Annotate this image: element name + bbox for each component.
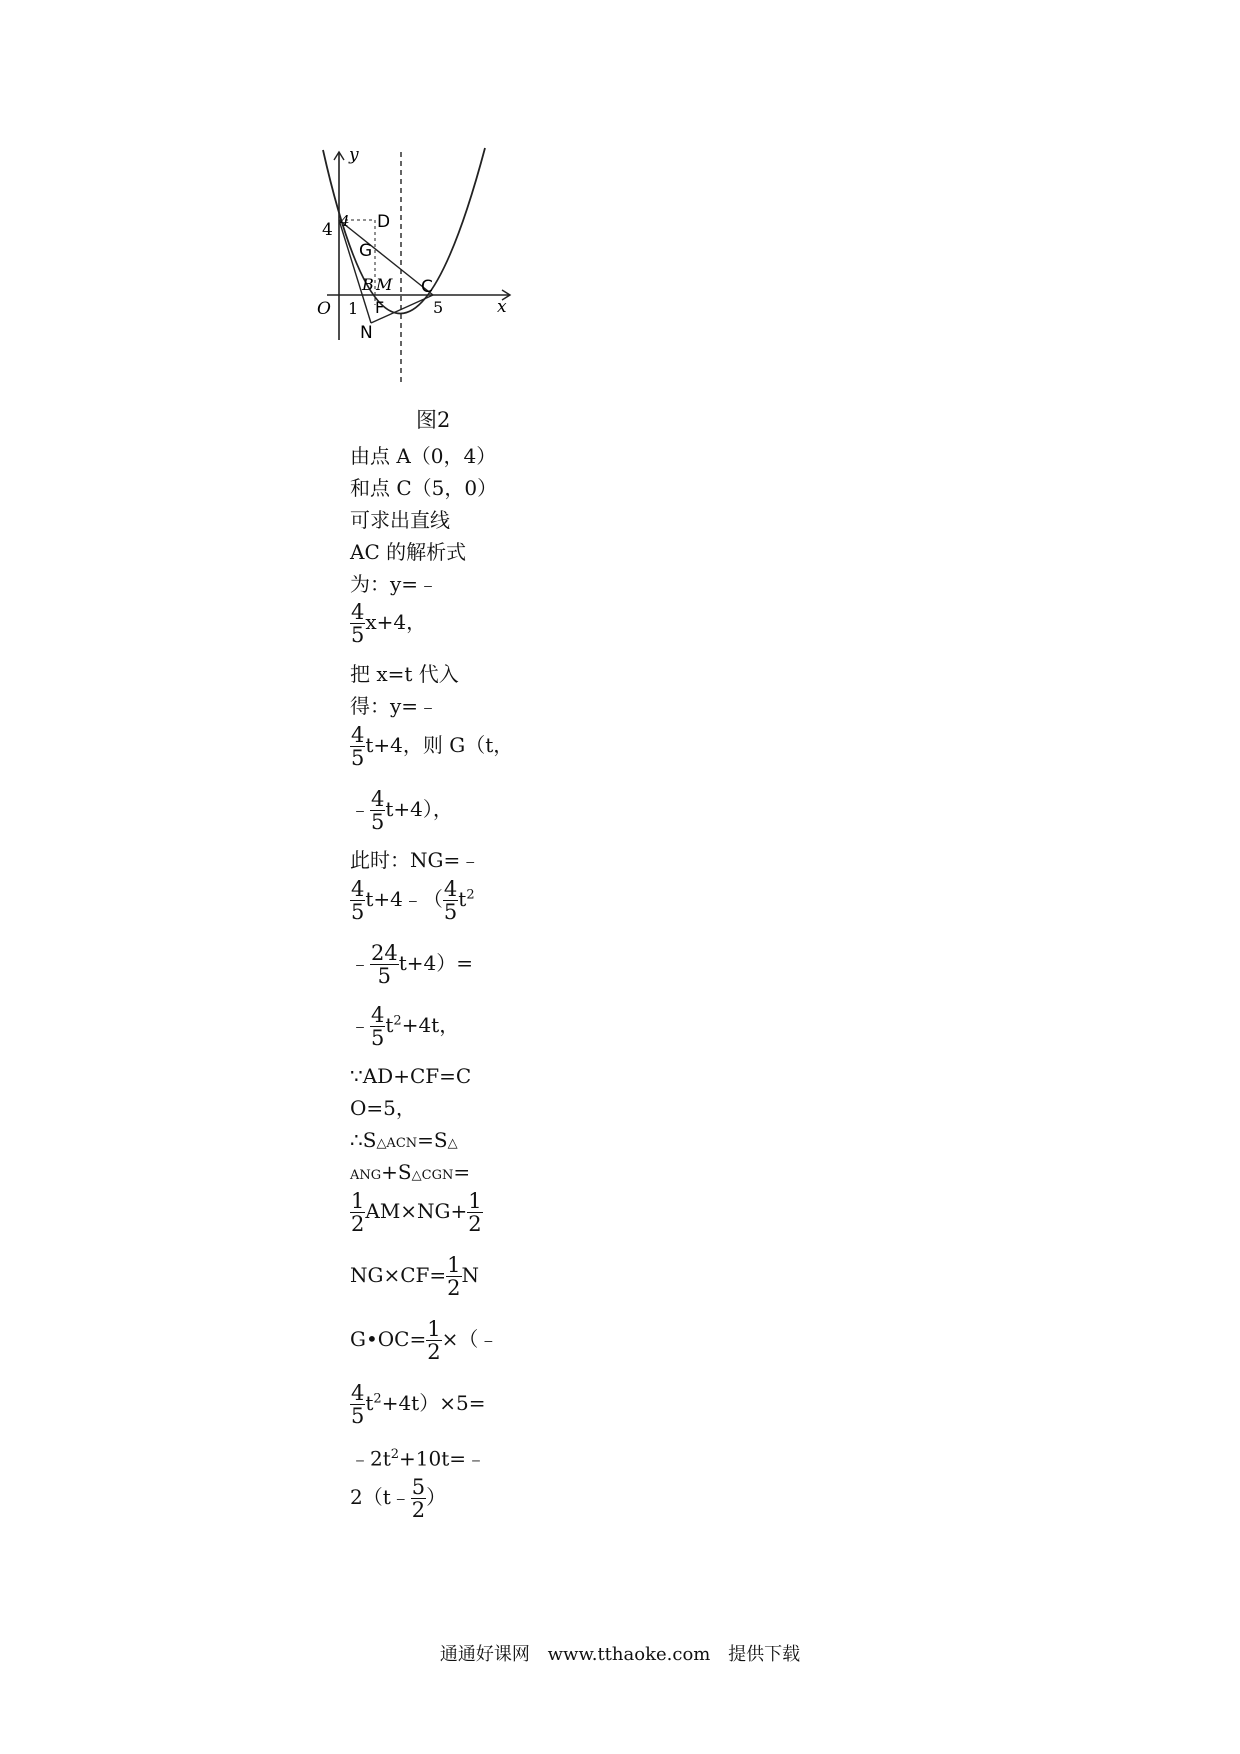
solution-line: O=5， — [350, 1096, 416, 1120]
label-C: C — [421, 277, 433, 297]
fraction: $\frac{4}{5}$ — [443, 877, 458, 925]
parabola-figure — [317, 145, 525, 394]
parabola-curve — [323, 148, 485, 314]
solution-line: 此时：NG=﹣ — [350, 848, 481, 872]
solution-line: 可求出直线 — [350, 508, 450, 532]
solution-line: ∵AD+CF=C — [350, 1064, 472, 1088]
solution-line: NG×CF= $\frac{1}{2}$ N — [350, 1253, 480, 1301]
fraction: $\frac{1}{2}$ — [351, 1189, 365, 1237]
label-5: 5 — [433, 298, 444, 317]
label-1: 1 — [348, 299, 359, 318]
fraction: $\frac{4}{5}$ — [351, 600, 365, 648]
solution-line: $\frac{4}{5}$ t+4﹣（ $\frac{4}{5}$ $t^2$ — [351, 877, 475, 925]
solution-line: 为：y=﹣ — [350, 572, 439, 596]
fraction: $\frac{4}{5}$ — [351, 877, 365, 925]
label-F: F — [375, 298, 385, 317]
page-footer — [0, 1640, 1240, 1666]
solution-line: $﹣2t^2+10t=﹣$ — [350, 1446, 487, 1471]
label-G: G — [359, 241, 373, 261]
label-D: D — [377, 212, 391, 232]
label-x: x — [497, 297, 507, 317]
fraction: $\frac{1}{2}$ — [468, 1189, 482, 1237]
figure-caption: 图2 — [416, 408, 451, 432]
label-4-point: 4 — [340, 212, 350, 230]
solution-line: G•OC= $\frac{1}{2}$ ×（﹣ — [350, 1317, 499, 1365]
solution-line: AC 的解析式 — [350, 540, 467, 564]
solution-line: ﹣ $\frac{4}{5}$ $t^2+4t$， — [350, 1003, 460, 1051]
solution-line: $\frac{4}{5}$ x+4， — [351, 600, 427, 648]
label-origin: O — [317, 299, 331, 319]
fraction: $\frac{24}{5}$ — [371, 941, 398, 989]
solution-line: $\frac{4}{5}$ t+4，则 G（t， — [351, 723, 514, 771]
solution-line: 2（t﹣ $\frac{5}{2}$ ） — [350, 1475, 447, 1523]
fraction: $\frac{1}{2}$ — [427, 1317, 441, 1365]
footer-url[interactable]: www.tthaoke.com — [547, 1644, 711, 1665]
solution-line: 由点 A（0，4） — [350, 444, 497, 468]
label-N: N — [360, 323, 373, 343]
label-B: B — [362, 275, 374, 294]
fraction: $\frac{4}{5}$ — [351, 1381, 365, 1429]
solution-line: $\frac{4}{5}$ $t^2+4t)\times 5=$ — [351, 1381, 486, 1429]
fraction: $\frac{4}{5}$ — [371, 787, 385, 835]
solution-line: ﹣ $\frac{24}{5}$ t+4）= — [350, 941, 474, 989]
label-y: y — [349, 145, 359, 165]
label-4-axis: 4 — [322, 220, 333, 240]
parabola-graph — [317, 145, 525, 390]
solution-line: 和点 C（5，0） — [350, 476, 498, 500]
solution-line: 把 x=t 代入 — [350, 662, 459, 686]
solution-line: ∴S△ACN=S△ — [350, 1128, 458, 1152]
footer-suffix: 提供下载 — [728, 1644, 801, 1665]
solution-line: $\frac{1}{2}$ AM×NG+ $\frac{1}{2}$ — [351, 1189, 482, 1237]
label-M: M — [376, 275, 393, 294]
solution-line: ANG+S△CGN= — [350, 1160, 471, 1184]
solution-line: ﹣ $\frac{4}{5}$ t+4）， — [350, 787, 453, 835]
fraction: $\frac{5}{2}$ — [411, 1475, 426, 1523]
fraction: $\frac{4}{5}$ — [371, 1003, 385, 1051]
fraction: $\frac{1}{2}$ — [447, 1253, 461, 1301]
fraction: $\frac{4}{5}$ — [351, 723, 365, 771]
footer-site-name: 通通好课网 — [439, 1644, 530, 1665]
solution-line: 得：y=﹣ — [350, 694, 439, 718]
